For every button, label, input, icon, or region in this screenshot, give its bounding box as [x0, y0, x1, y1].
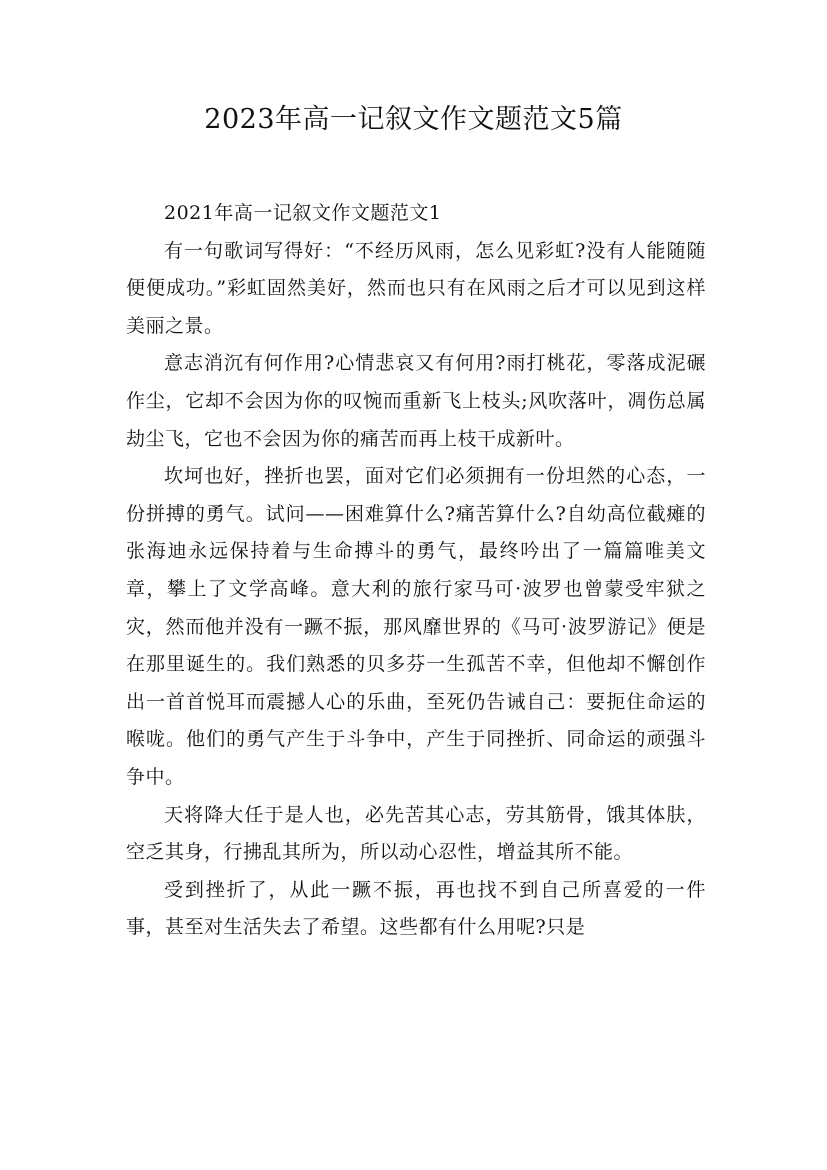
paragraph: 有一句歌词写得好：“不经历风雨，怎么见彩虹?没有人能随随便便成功。”彩虹固然美好，然而也只有在风雨之后才可以见到这样美丽之景。: [126, 239, 706, 337]
paragraph: 坎坷也好，挫折也罢，面对它们必须拥有一份坦然的心态，一份拼搏的勇气。试问——困难算什么?痛苦算什么?自幼高位截瘫的张海迪永远保持着与生命搏斗的勇气，最终吟出了一篇篇唯美文章，攀上了文学高峰。意大利的旅行家马可·波罗也曾蒙受牢狱之灾，然而他并没有一蹶不振，那风靡世界的《马可·波罗游记》便是在那里诞生的。我们熟悉的贝多芬一生孤苦不幸，但他却不懈创作出一首首悦耳而震撼人心的乐曲，至死仍告诫自己：要扼住命运的喉咙。他们的勇气产生于斗争中，产生于同挫折、同命运的顽强斗争中。: [126, 465, 706, 788]
paragraph: 受到挫折了，从此一蹶不振，再也找不到自己所喜爱的一件事，甚至对生活失去了希望。这些都有什么用呢?只是: [126, 878, 706, 939]
paragraph: 意志消沉有何作用?心情悲哀又有何用?雨打桃花，零落成泥碾作尘，它却不会因为你的叹惋而重新飞上枝头;风吹落叶，凋伤总属劫尘飞，它也不会因为你的痛苦而再上枝干成新叶。: [126, 352, 706, 450]
document-body: [126, 195, 706, 947]
document-title: 2023年高一记叙文作文题范文5篇: [204, 104, 623, 135]
essay-subtitle: 2021年高一记叙文作文题范文1: [164, 202, 442, 224]
paragraph: 天将降大任于是人也，必先苦其心志，劳其筋骨，饿其体肤，空乏其身，行拂乱其所为，所以动心忍性，增益其所不能。: [126, 803, 706, 864]
